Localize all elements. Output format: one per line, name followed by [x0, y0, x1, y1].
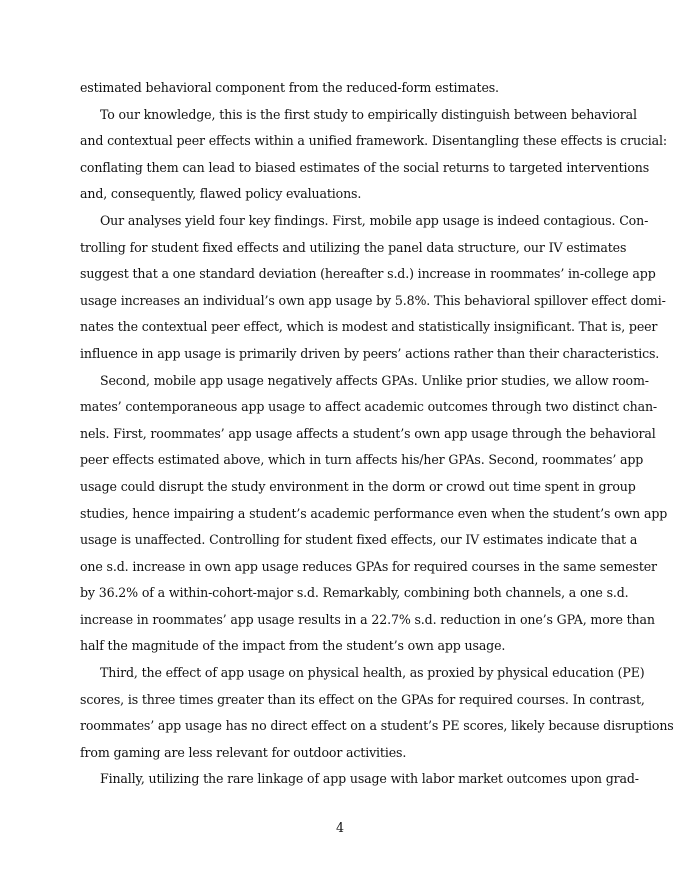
text-line: influence in app usage is primarily driven by peers’ actions rather than their characteristics. — [80, 345, 660, 361]
text-line: suggest that a one standard deviation (hereafter s.d.) increase in roommates’ in-college app — [80, 266, 656, 282]
text-line: nels. First, roommates’ app usage affects a student’s own app usage through the behavioral — [80, 425, 656, 441]
text-line: scores, is three times greater than its effect on the GPAs for required courses. In contrast, — [80, 691, 645, 707]
paragraph — [80, 372, 668, 665]
text-line: from gaming are less relevant for outdoor activities. — [80, 744, 407, 760]
text-line: conflating them can lead to biased estimates of the social returns to targeted interventions — [80, 159, 650, 175]
text-line: Second, mobile app usage negatively affects GPAs. Unlike prior studies, we allow room- — [100, 372, 649, 388]
paragraph — [80, 664, 674, 770]
text-line: roommates’ app usage has no direct effect on a student’s PE scores, likely because disruptions — [80, 718, 674, 734]
text-line: Our analyses yield four key findings. First, mobile app usage is indeed contagious. Con- — [100, 212, 649, 228]
text-line: and contextual peer effects within a unified framework. Disentangling these effects is crucial: — [80, 133, 668, 149]
text-line: mates’ contemporaneous app usage to affect academic outcomes through two distinct chan- — [80, 399, 658, 415]
text-line: nates the contextual peer effect, which is modest and statistically insignificant. That is, peer — [80, 319, 658, 335]
text-line: peer effects estimated above, which in turn affects his/her GPAs. Second, roommates’ app — [80, 452, 644, 468]
text-line: one s.d. increase in own app usage reduces GPAs for required courses in the same semester — [80, 558, 657, 574]
text-line: trolling for student fixed effects and utilizing the panel data structure, our IV estimates — [80, 239, 627, 255]
text-line: by 36.2% of a within-cohort-major s.d. Remarkably, combining both channels, a one s.d. — [80, 585, 629, 601]
text-line: estimated behavioral component from the reduced-form estimates. — [80, 80, 499, 95]
text-line: and, consequently, flawed policy evaluations. — [80, 186, 362, 202]
text-line: studies, hence impairing a student’s academic performance even when the student’s own app — [80, 505, 668, 521]
paragraph — [80, 106, 668, 212]
page-number: 4 — [335, 820, 344, 835]
text-line: Finally, utilizing the rare linkage of app usage with labor market outcomes upon grad- — [100, 771, 639, 787]
text-line: increase in roommates’ app usage results in a 22.7% s.d. reduction in one’s GPA, more than — [80, 611, 655, 627]
text-line: usage increases an individual’s own app usage by 5.8%. This behavioral spillover effect domi- — [80, 292, 666, 308]
text-line: To our knowledge, this is the first study to empirically distinguish between behavioral — [100, 106, 637, 122]
text-line: half the magnitude of the impact from the student’s own app usage. — [80, 638, 506, 654]
paragraph — [80, 212, 666, 372]
paragraph — [80, 770, 639, 797]
text-line: usage could disrupt the study environment in the dorm or crowd out time spent in group — [80, 478, 636, 494]
document-body — [80, 79, 674, 797]
paragraph — [80, 79, 600, 106]
text-line: Third, the effect of app usage on physical health, as proxied by physical education (PE) — [100, 665, 645, 681]
text-line: usage is unaffected. Controlling for student fixed effects, our IV estimates indicate that a — [80, 532, 638, 548]
